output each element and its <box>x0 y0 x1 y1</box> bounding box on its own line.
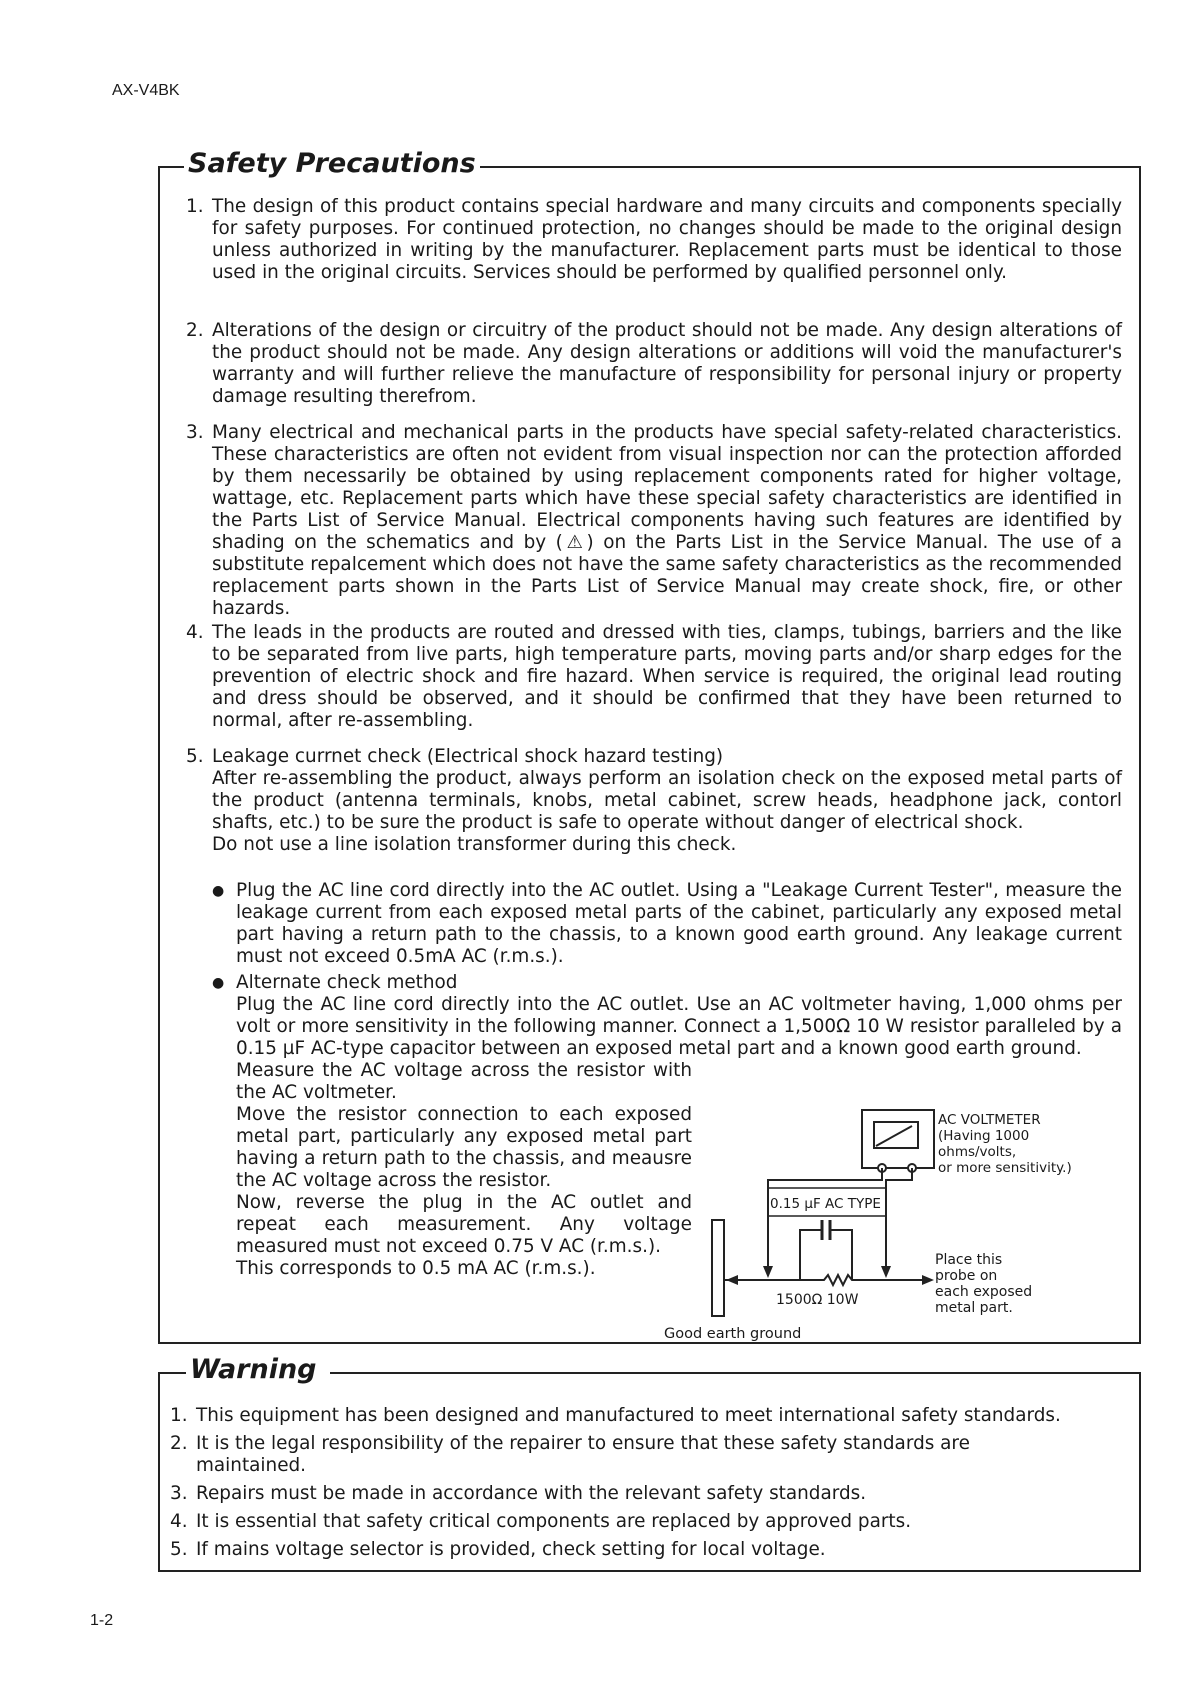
voltmeter-box <box>862 1110 934 1168</box>
procedure-line: Now, reverse the plug in the AC outlet and repeat each measurement. Any voltage measured must not exceed 0.75 V AC (r.m.s.). <box>236 1192 692 1257</box>
safety-item-3 <box>186 422 1122 620</box>
voltmeter-label: (Having 1000 <box>938 1128 1030 1144</box>
item-number: 5. <box>186 746 204 767</box>
box-top-border <box>158 166 184 168</box>
meter-lead-left <box>768 1168 882 1270</box>
warning-item-2 <box>170 1430 1016 1477</box>
bullet-text: Plug the AC line cord directly into the AC outlet. Use an AC voltmeter having, 1,000 ohms per volt or more sensitivity in the following manner. Connect a 1,500Ω 10 W resistor paralleled by a 0.15 µF AC-type capacitor between an exposed metal part and a known good earth ground. <box>236 994 1122 1059</box>
item-number: 3. <box>186 422 204 443</box>
warning-box <box>158 1354 1141 1572</box>
voltmeter-label: AC VOLTMETER <box>938 1112 1041 1128</box>
probe-arrow-icon <box>922 1275 934 1285</box>
item-note: Do not use a line isolation transformer during this check. <box>212 834 737 855</box>
voltmeter-label: ohms/volts, <box>938 1144 1017 1160</box>
leakage-test-diagram <box>664 1110 1152 1342</box>
voltmeter-label: or more sensitivity.) <box>938 1160 1072 1176</box>
ground-label: Good earth ground <box>664 1326 802 1342</box>
resistor-label: 1500Ω 10W <box>776 1292 859 1308</box>
safety-item-4 <box>186 622 1122 732</box>
procedure-line: This corresponds to 0.5 mA AC (r.m.s.). <box>236 1258 596 1279</box>
item-text: The design of this product contains special hardware and many circuits and components specially for safety purposes. For continued protection, no changes should be made to the original design unless authorized in writing by the manufacturer. Replacement parts must be identical to those used in the original circuits. Services should be performed by qualified personnel only. <box>212 196 1122 283</box>
arrow-icon <box>881 1266 891 1278</box>
bullet-heading: Alternate check method <box>236 972 458 993</box>
item-text: This equipment has been designed and manufactured to meet international safety standards. <box>196 1405 1061 1426</box>
leakage-bullet-1 <box>212 880 1122 968</box>
safety-item-5 <box>186 746 1122 856</box>
capacitor-label: 0.15 µF AC TYPE <box>770 1196 881 1212</box>
item-text: It is essential that safety critical components are replaced by approved parts. <box>196 1511 912 1532</box>
bullet-text: Plug the AC line cord directly into the AC outlet. Using a "Leakage Current Tester", measure the leakage current from each exposed metal parts of the cabinet, particularly any exposed metal part having a return path to the chassis, to a known good earth ground. Any leakage current must not exceed 0.5mA AC (r.m.s.). <box>236 880 1122 967</box>
arrow-icon <box>726 1275 738 1285</box>
capacitor-wire <box>830 1230 852 1280</box>
safety-item-2 <box>186 320 1122 408</box>
probe-label: Place this <box>935 1252 1003 1268</box>
safety-title: Safety Precautions <box>184 148 480 180</box>
box-top-border <box>450 166 1141 168</box>
ground-plate <box>712 1220 724 1316</box>
probe-label: probe on <box>935 1268 998 1284</box>
probe-label: metal part. <box>935 1300 1013 1316</box>
warning-item-3 <box>170 1480 1096 1508</box>
safety-item-1 <box>186 196 1122 284</box>
capacitor-wire <box>800 1230 822 1244</box>
model-number: AX-V4BK <box>112 82 180 99</box>
item-text: Many electrical and mechanical parts in the products have special safety-related characteristics. These characteristics are often not evident from visual inspection nor can the protection afforded by them necessarily be obtained by using replacement components rated for higher voltage, wattage, etc. Replacement parts which have these special safety characteristics are identified in the Parts List of Service Manual. Electrical components having such features are identified by shading on the schematics and by (⚠) on the Parts List in the Service Manual. The use of a substitute repalcement which does not have the same safety characteristics as the recommended replacement parts shown in the Parts List of Service Manual may create shock, fire, or other hazards. <box>212 422 1122 619</box>
item-text: If mains voltage selector is provided, check setting for local voltage. <box>196 1539 826 1560</box>
arrow-icon <box>763 1266 773 1278</box>
meter-lead-right <box>886 1168 912 1270</box>
bullet-dot: ● <box>212 975 225 991</box>
meter-needle-icon <box>876 1126 912 1146</box>
resistor-icon <box>724 1275 930 1285</box>
probe-label: each exposed <box>935 1284 1033 1300</box>
item-number: 4. <box>170 1511 188 1532</box>
box-top-border <box>158 1372 186 1374</box>
warning-title: Warning <box>186 1354 321 1386</box>
item-number: 3. <box>170 1483 188 1504</box>
item-number: 2. <box>170 1433 188 1454</box>
warning-item-4 <box>170 1508 1096 1536</box>
page-number: 1-2 <box>90 1612 114 1629</box>
warning-item-1 <box>170 1402 1096 1430</box>
warning-item-5 <box>170 1536 1096 1564</box>
item-text: Alterations of the design or circuitry of the product should not be made. Any design alterations of the product should not be made. Any design alterations or additions will void the manufacturer's warranty and will further relieve the manufacture of responsibility for personal injury or property damage resulting therefrom. <box>212 320 1122 407</box>
item-text: After re-assembling the product, always perform an isolation check on the exposed metal parts of the product (antenna terminals, knobs, metal cabinet, screw heads, headphone jack, contorl shafts, etc.) to be sure the product is safe to operate without danger of electrical shock. <box>212 768 1122 833</box>
item-number: 1. <box>186 196 204 217</box>
item-text: It is the legal responsibility of the repairer to ensure that these safety standards are maintained. <box>196 1433 970 1476</box>
box-top-border <box>330 1372 1141 1374</box>
bullet-dot: ● <box>212 883 225 899</box>
item-number: 1. <box>170 1405 188 1426</box>
item-number: 4. <box>186 622 204 643</box>
procedure-line: Measure the AC voltage across the resistor with the AC voltmeter. <box>236 1060 692 1103</box>
item-heading: Leakage currnet check (Electrical shock hazard testing) <box>212 746 724 767</box>
item-text: The leads in the products are routed and dressed with ties, clamps, tubings, barriers and the like to be separated from live parts, high temperature parts, moving parts and/or sharp edges for the prevention of electric shock and fire hazard. When service is required, the original lead routing and dress should be observed, and it should be confirmed that they have been returned to normal, after re-assembling. <box>212 622 1122 731</box>
procedure-text <box>236 1060 692 1280</box>
item-text: Repairs must be made in accordance with the relevant safety standards. <box>196 1483 867 1504</box>
item-number: 5. <box>170 1539 188 1560</box>
procedure-line: Move the resistor connection to each exposed metal part, particularly any exposed metal part having a return path to the chassis, and meausre the AC voltage across the resistor. <box>236 1104 692 1191</box>
item-number: 2. <box>186 320 204 341</box>
